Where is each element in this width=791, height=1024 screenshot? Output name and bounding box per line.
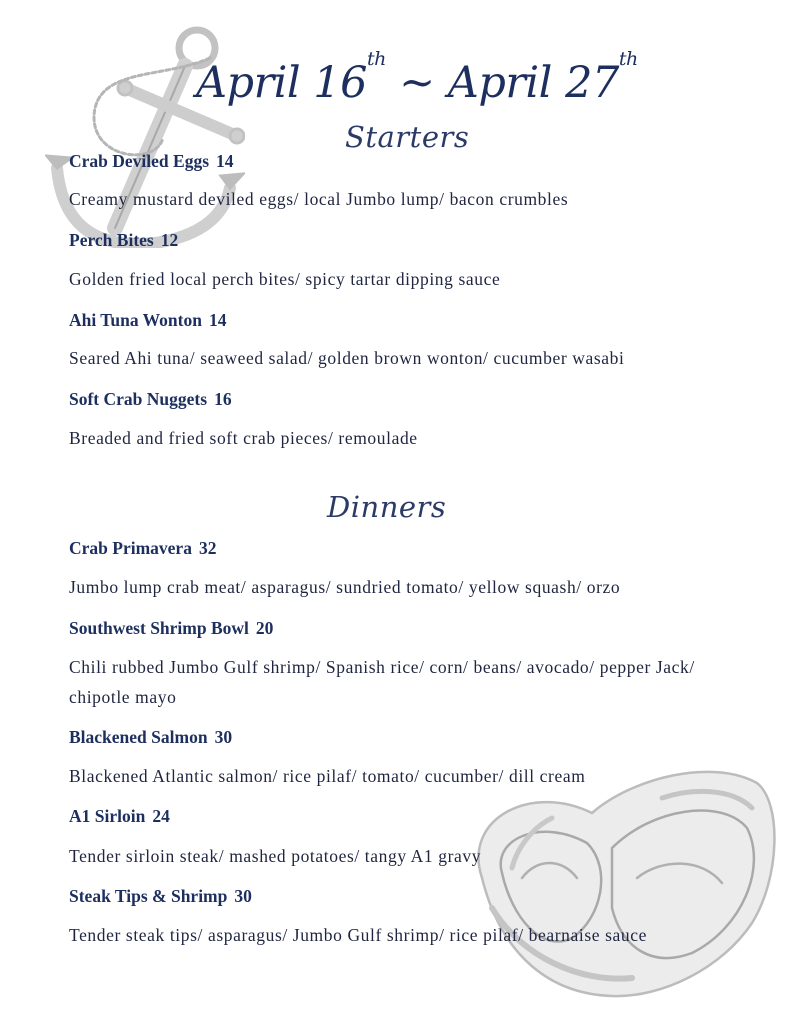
item-name: Crab Primavera	[69, 538, 192, 558]
item-price: 30	[234, 886, 252, 906]
item-price: 24	[152, 806, 170, 826]
dinner-item-southwest-shrimp-bowl	[69, 618, 273, 639]
title-separator: ~	[385, 58, 448, 108]
item-description: Chili rubbed Jumbo Gulf shrimp/ Spanish rice/ corn/ beans/ avocado/ pepper Jack/ chipotle mayo	[69, 657, 695, 707]
title-end-suffix: th	[618, 48, 638, 70]
oyster-illustration	[462, 758, 780, 1003]
item-price: 14	[216, 151, 234, 171]
starter-item-perch-bites	[69, 230, 178, 251]
item-name: Southwest Shrimp Bowl	[69, 618, 249, 638]
title-start-suffix: th	[367, 48, 386, 70]
item-description: Creamy mustard deviled eggs/ local Jumbo lump/ bacon crumbles	[69, 189, 569, 209]
menu-date-title	[196, 48, 656, 120]
starter-item-soft-crab-nuggets	[69, 389, 232, 410]
item-description: Jumbo lump crab meat/ asparagus/ sundried tomato/ yellow squash/ orzo	[69, 577, 621, 597]
starter-item-crab-deviled-eggs	[69, 151, 234, 172]
item-description: Golden fried local perch bites/ spicy tartar dipping sauce	[69, 269, 501, 289]
item-description: Breaded and fried soft crab pieces/ remoulade	[69, 428, 418, 448]
item-price: 16	[214, 389, 232, 409]
dinner-item-crab-primavera	[69, 538, 216, 559]
starters-heading: Starters	[345, 120, 470, 154]
item-name: Perch Bites	[69, 230, 154, 250]
item-description: Tender sirloin steak/ mashed potatoes/ tangy A1 gravy	[69, 846, 482, 866]
item-description: Seared Ahi tuna/ seaweed salad/ golden brown wonton/ cucumber wasabi	[69, 348, 625, 368]
starter-item-ahi-tuna-wonton	[69, 310, 226, 331]
item-price: 30	[214, 727, 233, 747]
dinner-item-steak-tips-shrimp	[69, 886, 252, 907]
item-name: Blackened Salmon	[69, 727, 208, 747]
title-end-date: April 27	[447, 58, 619, 108]
dinner-item-blackened-salmon	[69, 727, 232, 748]
item-name: Ahi Tuna Wonton	[69, 310, 202, 330]
item-price: 14	[208, 310, 227, 330]
item-price: 20	[255, 618, 274, 638]
item-name: A1 Sirloin	[69, 806, 146, 826]
item-name: Soft Crab Nuggets	[69, 389, 208, 409]
item-description: Blackened Atlantic salmon/ rice pilaf/ tomato/ cucumber/ dill cream	[69, 766, 586, 786]
item-name: Crab Deviled Eggs	[69, 151, 209, 171]
item-description: Tender steak tips/ asparagus/ Jumbo Gulf shrimp/ rice pilaf/ bearnaise sauce	[69, 925, 647, 945]
title-start-date: April 16	[196, 58, 368, 108]
dinner-item-a1-sirloin	[69, 806, 170, 827]
dinners-heading: Dinners	[327, 490, 447, 524]
item-price: 12	[160, 230, 179, 250]
item-name: Steak Tips & Shrimp	[69, 886, 228, 906]
item-price: 32	[198, 538, 217, 558]
